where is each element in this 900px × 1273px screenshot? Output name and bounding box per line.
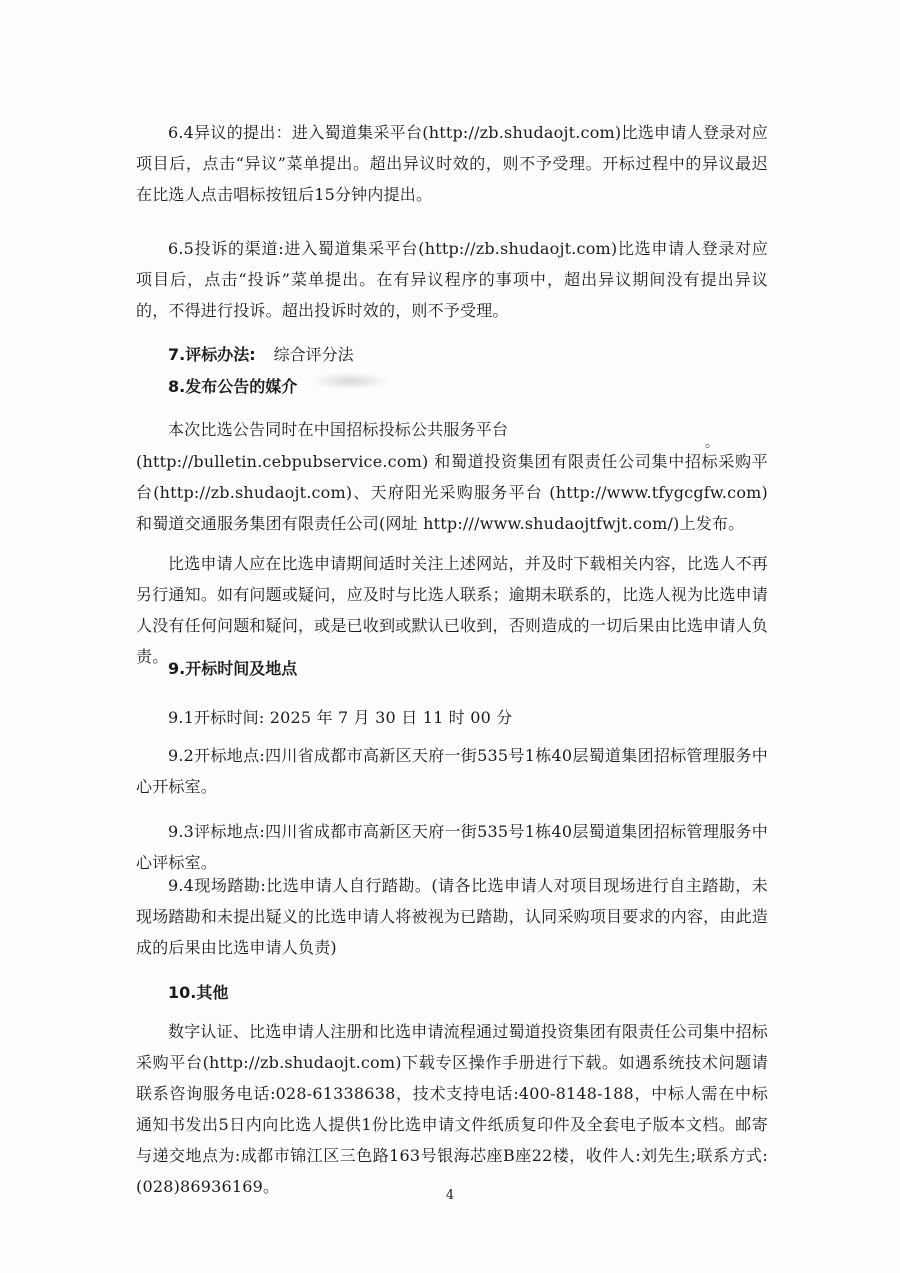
section-9-4-site-survey: 9.4现场踏勘:比选申请人自行踏勘。(请各比选申请人对项目现场进行自主踏勘，未现场踏勘和未提出疑义的比选申请人将被视为已踏勘，认同采购项目要求的内容，由此造成的后果由比选申请人负责) (136, 876, 768, 957)
section-7-title: 7.评标办法: (168, 345, 256, 364)
scan-smudge (310, 372, 390, 390)
section-10-heading: 10.其他 (168, 983, 229, 1002)
section-9-1-time: 9.1开标时间: 2025 年 7 月 30 日 11 时 00 分 (168, 708, 513, 727)
section-8-heading: 8.发布公告的媒介 (168, 377, 298, 396)
section-8-para-3: 比选申请人应在比选申请期间适时关注上述网站，并及时下载相关内容，比选人不再另行通知。如有问题或疑问，应及时与比选人联系；逾期未联系的，比选人视为比选申请人没有任何问题和疑问，或是已收到或默认已收到，否则造成的一切后果由比选申请人负责。 (136, 554, 768, 666)
page-number: 4 (445, 1188, 455, 1203)
section-7-value: 综合评分法 (273, 345, 354, 364)
section-9-heading: 9.开标时间及地点 (168, 659, 298, 678)
section-6-5-complaint: 6.5投诉的渠道:进入蜀道集采平台(http://zb.shudaojt.com)比选申请人登录对应项目后，点击“投诉”菜单提出。在有异议程序的事项中，超出异议期间没有提出异议的，不得进行投诉。超出投诉时效的，则不予受理。 (136, 239, 768, 320)
section-6-4-objection: 6.4异议的提出：进入蜀道集采平台(http://zb.shudaojt.com)比选申请人登录对应项目后，点击“异议”菜单提出。超出异议时效的，则不予受理。开标过程中的异议最迟在比选人点击唱标按钮后15分钟内提出。 (136, 123, 768, 204)
section-8-trailing-period: 。 (705, 435, 719, 451)
section-8-para-1: 本次比选公告同时在中国招标投标公共服务平台 (168, 420, 509, 439)
section-7-heading (168, 343, 354, 367)
section-8-para-2: (http://bulletin.cebpubservice.com) 和蜀道投资集团有限责任公司集中招标采购平台(http://zb.shudaojt.com)、天府阳光采购服务平台 (http://www.tfygcgfw.com) 和蜀道交通服务集团有限责任公司(网址 http:///www.shudaojtfwjt.com/)上发布。 (136, 452, 768, 533)
section-9-3-evaluation-venue: 9.3评标地点:四川省成都市高新区天府一街535号1栋40层蜀道集团招标管理服务中心评标室。 (136, 822, 768, 872)
section-10-other: 数字认证、比选申请人注册和比选申请流程通过蜀道投资集团有限责任公司集中招标采购平台(http://zb.shudaojt.com)下载专区操作手册进行下载。如遇系统技术问题请联系咨询服务电话:028-61338638，技术支持电话:400-8148-188，中标人需在中标通知书发出5日内向比选人提供1份比选申请文件纸质复印件及全套电子版本文档。邮寄与递交地点为:成都市锦江区三色路163号银海芯座B座22楼，收件人:刘先生;联系方式:(028)86936169。 (136, 1022, 768, 1196)
section-9-2-venue: 9.2开标地点:四川省成都市高新区天府一街535号1栋40层蜀道集团招标管理服务中心开标室。 (136, 746, 768, 796)
